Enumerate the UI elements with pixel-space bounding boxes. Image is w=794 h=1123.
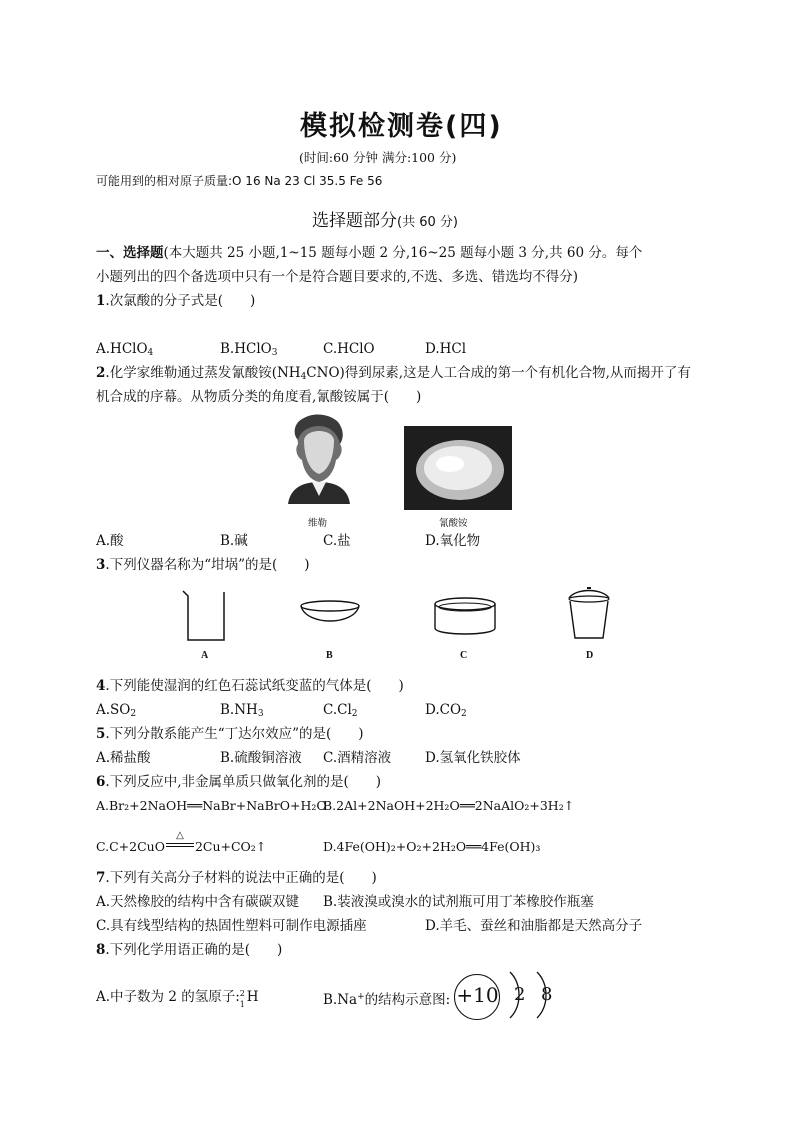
q2-stem-line-2: 机合成的序幕。从物质分类的角度看,氰酸铵属于( ) xyxy=(96,389,422,405)
q5-stem-text: .下列分散系能产生“丁达尔效应”的是( ) xyxy=(105,726,364,742)
q7-number: 7 xyxy=(96,870,106,886)
q1-option-a-sub: 4 xyxy=(147,348,154,358)
q3-label-c: C xyxy=(460,650,468,661)
q8-number: 8 xyxy=(96,942,106,958)
q2-stem-line-1 xyxy=(96,364,691,386)
q7-option-a: A.天然橡胶的结构中含有碳碳双键 xyxy=(96,894,300,910)
instructions-line-2: 小题列出的四个备选项中只有一个是符合题目要求的,不选、多选、错选均不得分) xyxy=(96,269,579,285)
atomic-mass-line: 可能用到的相对原子质量:O 16 Na 23 Cl 35.5 Fe 56 xyxy=(96,174,383,188)
q8-stem-text: .下列化学用语正确的是( ) xyxy=(105,942,283,958)
nucleus-charge: +10 xyxy=(456,983,499,1007)
q6-option-c xyxy=(96,830,267,856)
q3-label-d: D xyxy=(586,650,594,661)
q7-option-c: C.具有线型结构的热固性塑料可制作电源插座 xyxy=(96,918,367,934)
q5-option-d: D.氢氧化铁胶体 xyxy=(425,750,521,766)
q8-option-b xyxy=(323,988,450,1009)
q7-option-b: B.装液溴或溴水的试剂瓶可用丁苯橡胶作瓶塞 xyxy=(323,894,594,910)
page-title: 模拟检测卷(四) xyxy=(300,111,503,142)
q4-option-c-text: C.Cl xyxy=(323,702,352,718)
q4-option-d-sub: 2 xyxy=(461,709,467,719)
q6-stem-text: .下列反应中,非金属单质只做氧化剂的是( ) xyxy=(105,774,382,790)
q5-stem xyxy=(96,725,364,743)
q3-label-b: B xyxy=(326,650,333,661)
instructions-text-1: (本大题共 25 小题,1~15 题每小题 2 分,16~25 题每小题 3 分,共 60 分。每个 xyxy=(163,245,643,261)
q1-option-d: D.HCl xyxy=(425,341,467,357)
powder-image xyxy=(404,426,512,510)
evaporating-dish-icon xyxy=(298,598,362,632)
electron-shell-1: 2 xyxy=(514,984,526,1005)
q4-option-a-text: A.SO xyxy=(96,702,131,718)
q3-number: 3 xyxy=(96,557,106,573)
q8-isotope-symbol: H xyxy=(246,989,259,1005)
instructions-head: 一、选择题 xyxy=(96,245,164,261)
q4-option-d xyxy=(425,701,467,723)
q8-option-b-tail: 的结构示意图: xyxy=(364,992,451,1008)
powder-caption: 氰酸铵 xyxy=(439,518,468,529)
q1-option-b xyxy=(220,340,277,362)
q6-heat-condition: △ xyxy=(176,830,184,841)
q1-number: 1 xyxy=(96,293,106,309)
q1-option-b-sub: 3 xyxy=(271,348,278,358)
q4-option-c-sub: 2 xyxy=(351,709,358,719)
q4-option-a-sub: 2 xyxy=(130,709,137,719)
q1-stem xyxy=(96,292,255,310)
portrait-caption: 维勒 xyxy=(308,518,328,529)
q2-number: 2 xyxy=(96,365,106,381)
instructions-line-1 xyxy=(96,244,642,262)
exam-subtitle: (时间:60 分钟 满分:100 分) xyxy=(299,150,457,165)
q8-option-a xyxy=(96,988,259,1009)
petri-dish-icon xyxy=(432,596,498,638)
q1-stem-text: .次氯酸的分子式是( ) xyxy=(105,293,256,309)
section-title-text: 选择题部分 xyxy=(312,211,397,231)
q7-stem-text: .下列有关高分子材料的说法中正确的是( ) xyxy=(105,870,377,886)
q1-option-a-text: A.HClO xyxy=(96,341,148,357)
q5-option-a: A.稀盐酸 xyxy=(96,750,151,766)
q5-number: 5 xyxy=(96,726,106,742)
q2-option-d: D.氧化物 xyxy=(425,533,481,549)
q2-stem-part-b: CNO)得到尿素,这是人工合成的第一个有机化合物,从而揭开了有 xyxy=(306,365,691,381)
q3-stem-text: .下列仪器名称为“坩埚”的是( ) xyxy=(105,557,310,573)
q4-option-b xyxy=(220,701,264,723)
q4-stem xyxy=(96,677,404,695)
q5-option-c: C.酒精溶液 xyxy=(323,750,392,766)
q4-option-a xyxy=(96,701,136,723)
q7-option-d: D.羊毛、蚕丝和油脂都是天然高分子 xyxy=(425,918,643,934)
q6-number: 6 xyxy=(96,774,106,790)
q6-option-d: D.4Fe(OH)₂+O₂+2H₂O══4Fe(OH)₃ xyxy=(323,839,541,854)
q6-option-c-arrow xyxy=(165,830,195,856)
q8-mass-number: 2 xyxy=(239,989,245,998)
q6-option-c-left: C.C+2CuO xyxy=(96,839,165,854)
q2-option-c: C.盐 xyxy=(323,533,351,549)
q2-stem-part-a: .化学家维勒通过蒸发氰酸铵(NH xyxy=(105,365,301,381)
q1-option-c: C.HClO xyxy=(323,341,375,357)
section-note: (共 60 分) xyxy=(397,215,458,230)
electron-shell-2: 8 xyxy=(541,984,553,1005)
q5-option-b: B.硫酸铜溶液 xyxy=(220,750,302,766)
q7-stem xyxy=(96,869,377,887)
q2-option-b: B.碱 xyxy=(220,533,248,549)
q4-option-b-sub: 3 xyxy=(257,709,264,719)
q1-option-b-text: B.HClO xyxy=(220,341,272,357)
crucible-icon xyxy=(564,584,614,644)
q3-stem xyxy=(96,556,310,574)
q6-stem xyxy=(96,773,381,791)
q8-option-a-text: A.中子数为 2 的氢原子: xyxy=(96,989,240,1005)
q4-stem-text: .下列能使湿润的红色石蕊试纸变蓝的气体是( ) xyxy=(105,678,404,694)
q4-option-b-text: B.NH xyxy=(220,702,258,718)
q1-option-a xyxy=(96,340,153,362)
portrait-image xyxy=(284,410,354,504)
q8-atomic-number: 1 xyxy=(239,1000,245,1009)
q8-option-b-charge: + xyxy=(357,992,365,1002)
q6-option-c-right: 2Cu+CO₂↑ xyxy=(194,839,267,854)
q2-stem-sub: 4 xyxy=(300,372,307,382)
q4-number: 4 xyxy=(96,678,106,694)
beaker-icon xyxy=(180,588,230,644)
q4-option-c xyxy=(323,701,358,723)
q3-label-a: A xyxy=(201,650,209,661)
q8-stem xyxy=(96,941,282,959)
section-title xyxy=(312,206,458,231)
q8-isotope-numbers xyxy=(239,988,247,1009)
q4-option-d-text: D.CO xyxy=(425,702,462,718)
q8-option-b-text: B.Na xyxy=(323,992,358,1008)
q6-option-b: B.2Al+2NaOH+2H₂O══2NaAlO₂+3H₂↑ xyxy=(323,798,575,813)
q2-option-a: A.酸 xyxy=(96,533,124,549)
q6-option-a: A.Br₂+2NaOH══NaBr+NaBrO+H₂O xyxy=(96,798,327,813)
